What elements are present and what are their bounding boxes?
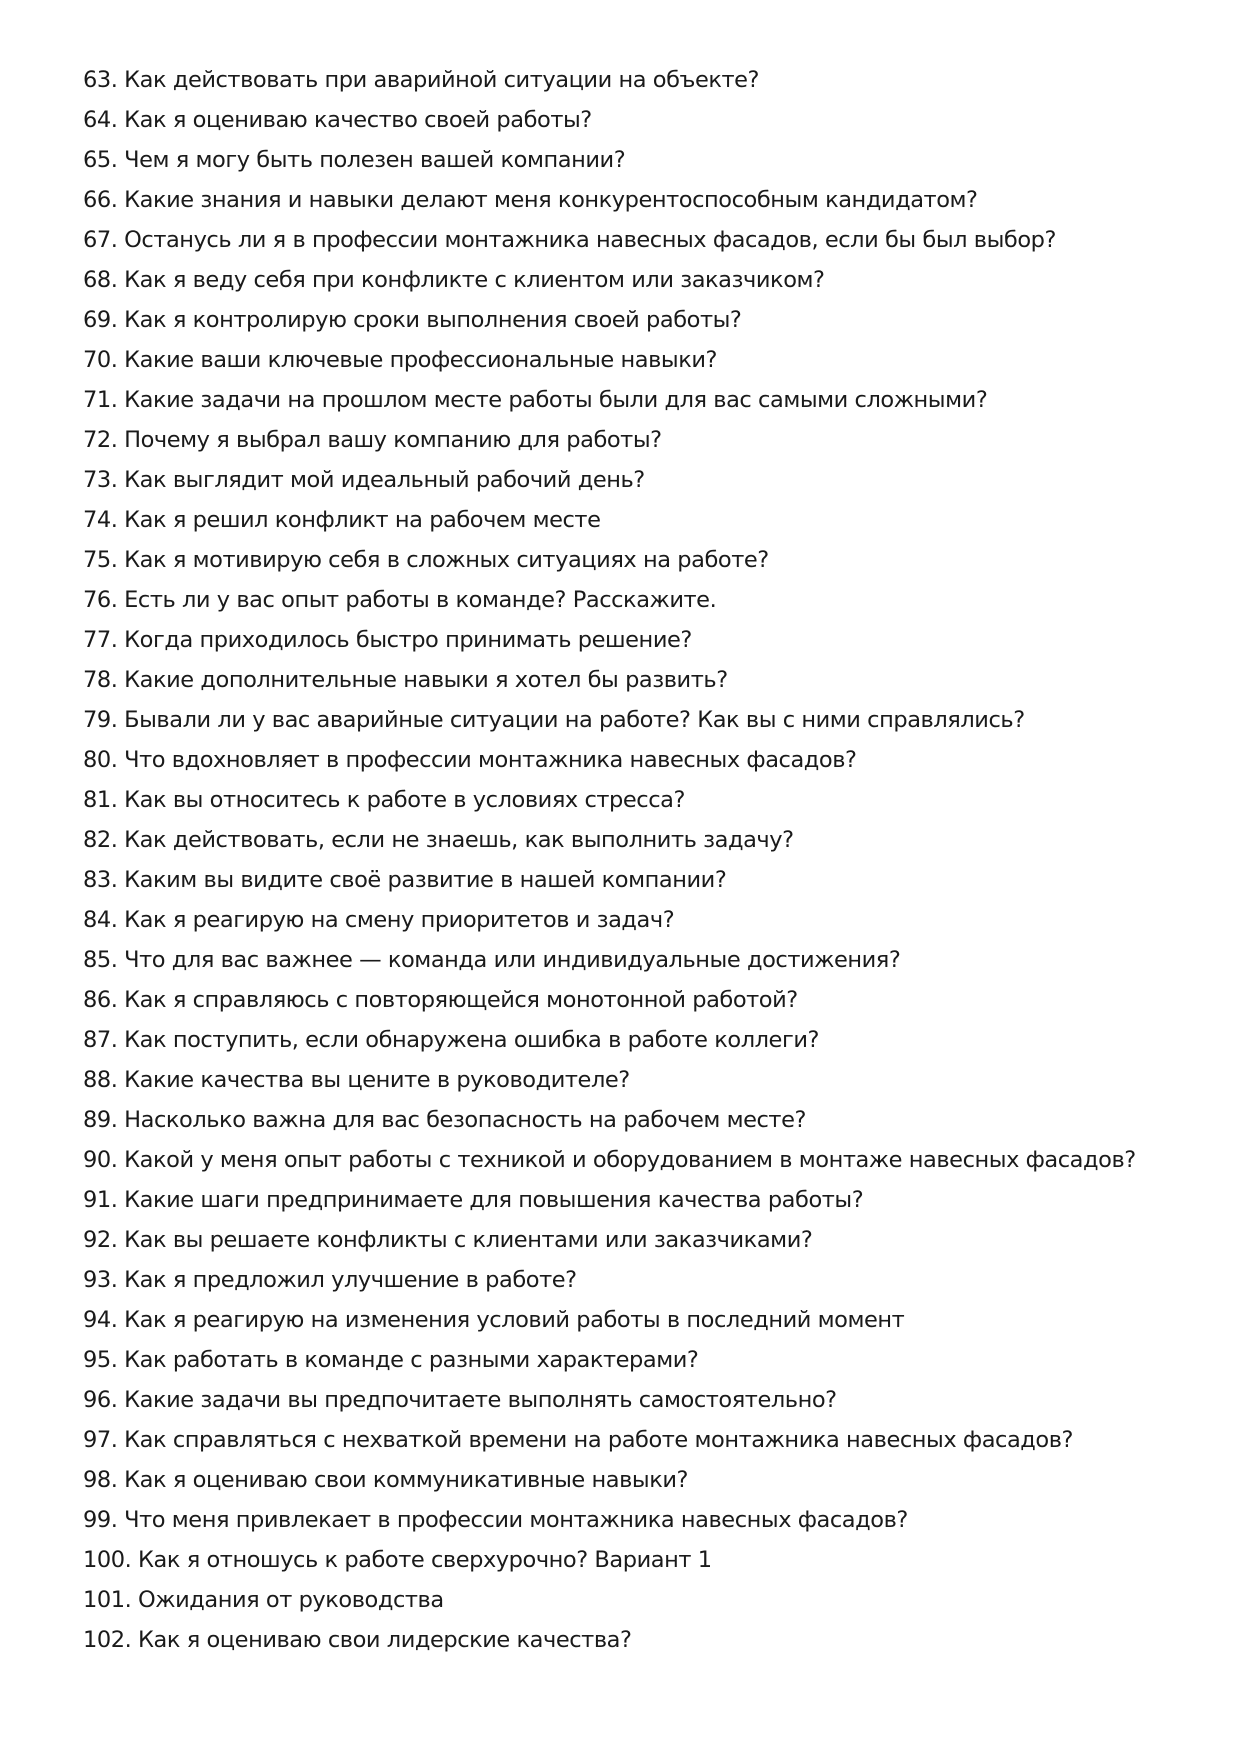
question-item: 64. Как я оцениваю качество своей работы?	[83, 107, 592, 133]
question-item: 75. Как я мотивирую себя в сложных ситуациях на работе?	[83, 547, 769, 573]
question-item: 98. Как я оцениваю свои коммуникативные навыки?	[83, 1467, 689, 1493]
question-item: 86. Как я справляюсь с повторяющейся монотонной работой?	[83, 987, 798, 1013]
question-item: 90. Какой у меня опыт работы с техникой и оборудованием в монтаже навесных фасадов?	[83, 1147, 1136, 1173]
question-item: 99. Что меня привлекает в профессии монтажника навесных фасадов?	[83, 1507, 908, 1533]
question-item: 67. Останусь ли я в профессии монтажника навесных фасадов, если бы был выбор?	[83, 227, 1056, 253]
question-item: 78. Какие дополнительные навыки я хотел бы развить?	[83, 667, 728, 693]
question-item: 88. Какие качества вы цените в руководителе?	[83, 1067, 630, 1093]
question-item: 69. Как я контролирую сроки выполнения своей работы?	[83, 307, 742, 333]
question-item: 101. Ожидания от руководства	[83, 1587, 444, 1613]
question-item: 63. Как действовать при аварийной ситуации на объекте?	[83, 67, 760, 93]
question-item: 73. Как выглядит мой идеальный рабочий день?	[83, 467, 645, 493]
question-item: 72. Почему я выбрал вашу компанию для работы?	[83, 427, 662, 453]
question-item: 97. Как справляться с нехваткой времени на работе монтажника навесных фасадов?	[83, 1427, 1074, 1453]
question-item: 100. Как я отношусь к работе сверхурочно? Вариант 1	[83, 1547, 712, 1573]
question-item: 76. Есть ли у вас опыт работы в команде? Расскажите.	[83, 587, 717, 613]
question-item: 102. Как я оцениваю свои лидерские качества?	[83, 1627, 632, 1653]
question-item: 85. Что для вас важнее — команда или индивидуальные достижения?	[83, 947, 901, 973]
question-item: 65. Чем я могу быть полезен вашей компании?	[83, 147, 626, 173]
question-item: 83. Каким вы видите своё развитие в нашей компании?	[83, 867, 727, 893]
question-item: 66. Какие знания и навыки делают меня конкурентоспособным кандидатом?	[83, 187, 978, 213]
question-item: 82. Как действовать, если не знаешь, как выполнить задачу?	[83, 827, 794, 853]
question-item: 84. Как я реагирую на смену приоритетов и задач?	[83, 907, 675, 933]
question-item: 80. Что вдохновляет в профессии монтажника навесных фасадов?	[83, 747, 857, 773]
question-item: 70. Какие ваши ключевые профессиональные навыки?	[83, 347, 718, 373]
question-item: 93. Как я предложил улучшение в работе?	[83, 1267, 577, 1293]
question-item: 74. Как я решил конфликт на рабочем месте	[83, 507, 601, 533]
question-item: 94. Как я реагирую на изменения условий работы в последний момент	[83, 1307, 905, 1333]
question-item: 81. Как вы относитесь к работе в условиях стресса?	[83, 787, 685, 813]
question-item: 79. Бывали ли у вас аварийные ситуации на работе? Как вы с ними справлялись?	[83, 707, 1025, 733]
question-item: 92. Как вы решаете конфликты с клиентами или заказчиками?	[83, 1227, 813, 1253]
question-item: 71. Какие задачи на прошлом месте работы были для вас самыми сложными?	[83, 387, 988, 413]
question-item: 95. Как работать в команде с разными характерами?	[83, 1347, 699, 1373]
question-item: 77. Когда приходилось быстро принимать решение?	[83, 627, 692, 653]
question-list	[83, 60, 1203, 1660]
question-item: 68. Как я веду себя при конфликте с клиентом или заказчиком?	[83, 267, 825, 293]
question-item: 89. Насколько важна для вас безопасность на рабочем месте?	[83, 1107, 806, 1133]
question-item: 87. Как поступить, если обнаружена ошибка в работе коллеги?	[83, 1027, 819, 1053]
question-item: 96. Какие задачи вы предпочитаете выполнять самостоятельно?	[83, 1387, 837, 1413]
question-item: 91. Какие шаги предпринимаете для повышения качества работы?	[83, 1187, 864, 1213]
